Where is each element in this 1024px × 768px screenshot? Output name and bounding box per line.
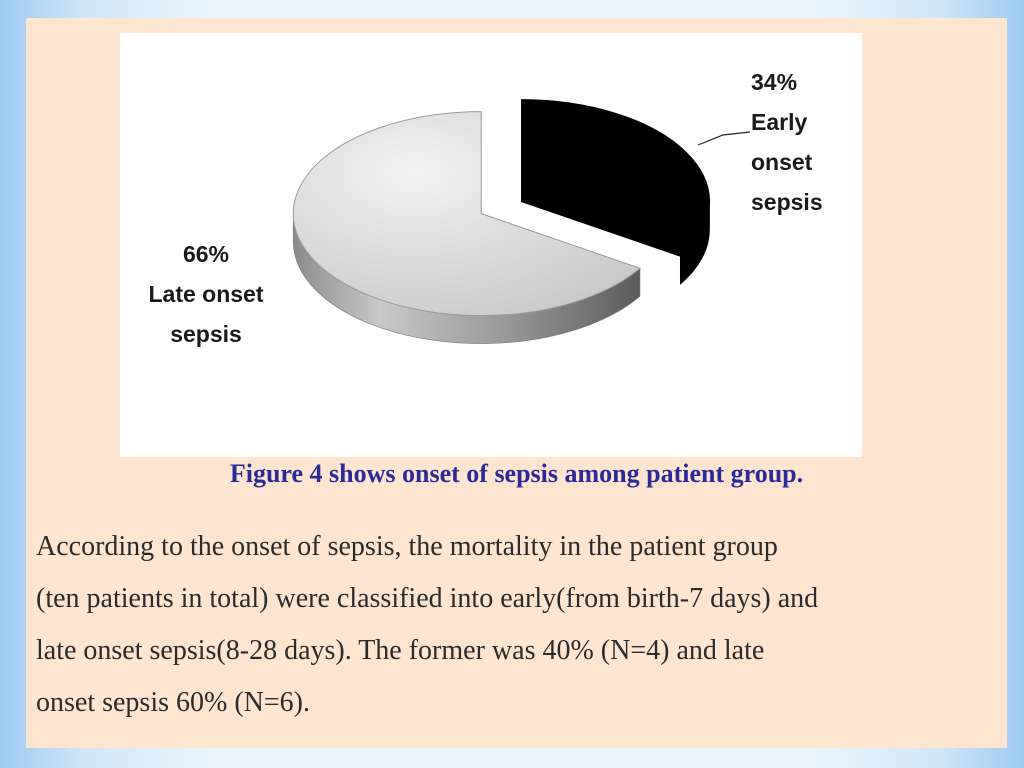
early-onset-text-line-2: onset	[751, 149, 813, 175]
late-onset-label	[132, 234, 280, 354]
paragraph-line-2: (ten patients in total) were classified into early(from birth-7 days) and	[36, 583, 819, 614]
late-onset-text-line-2: sepsis	[170, 321, 242, 347]
early-onset-percent: 34%	[751, 69, 798, 95]
paragraph-line-4: onset sepsis 60% (N=6).	[36, 687, 310, 718]
late-onset-percent: 66%	[182, 241, 230, 267]
paragraph-line-1: According to the onset of sepsis, the mortality in the patient group	[36, 531, 778, 562]
leader-line-early	[698, 132, 750, 145]
paragraph-line-3: late onset sepsis(8-28 days). The former was 40% (N=4) and late	[36, 635, 765, 666]
late-onset-text-line-1: Late onset	[148, 281, 264, 307]
body-paragraph	[36, 521, 996, 729]
early-onset-text-line-1: Early	[751, 109, 808, 135]
slide	[26, 18, 1007, 748]
early-onset-text-line-3: sepsis	[751, 189, 823, 215]
slice-early-onset	[522, 100, 710, 257]
early-onset-label	[751, 62, 823, 222]
figure-caption: Figure 4 shows onset of sepsis among patient group.	[229, 459, 804, 488]
pie-chart-figure	[120, 33, 862, 457]
